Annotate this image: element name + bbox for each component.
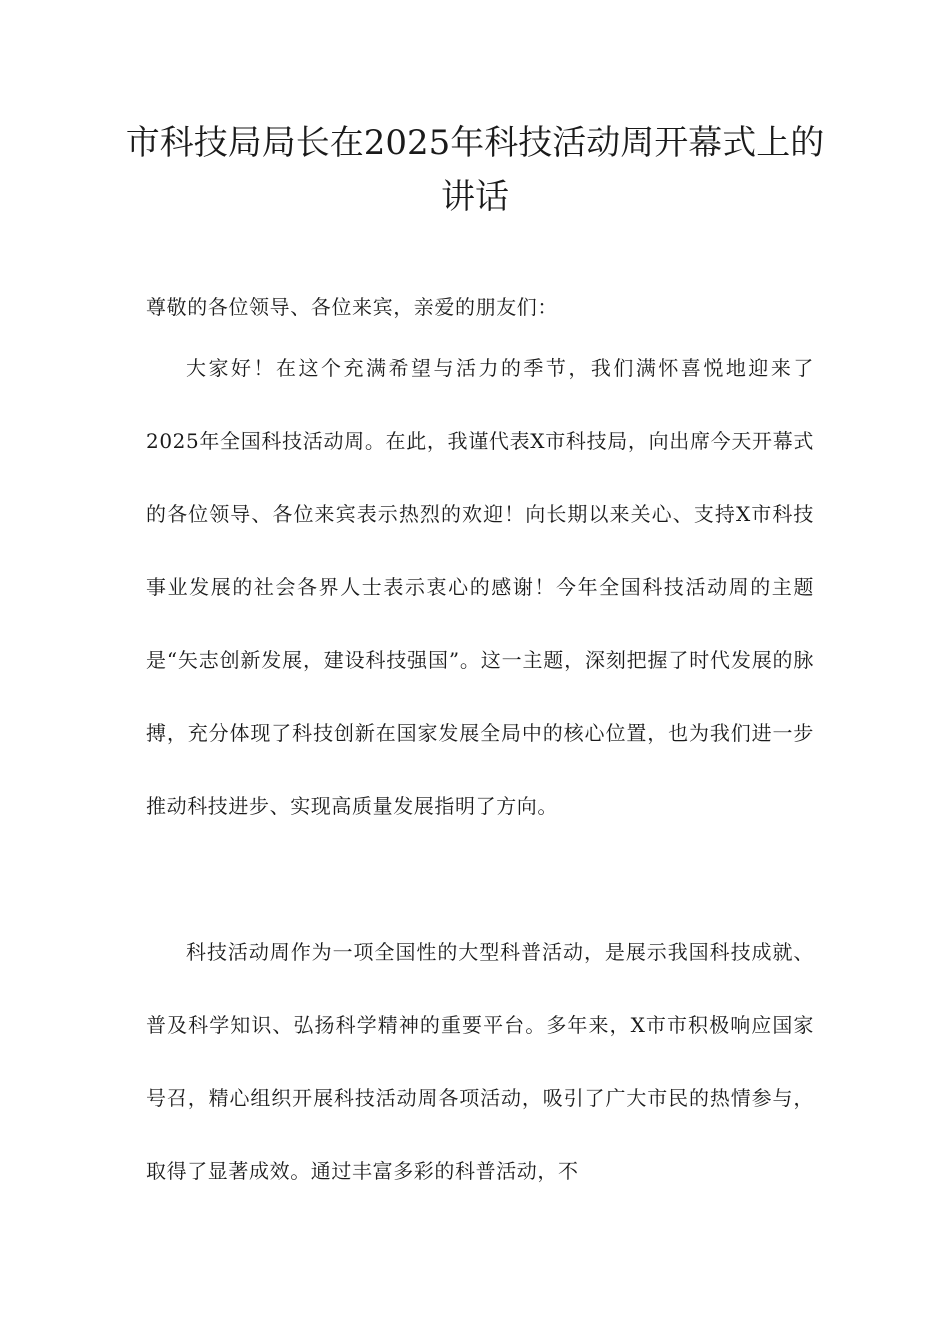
paragraph-2: 科技活动周作为一项全国性的大型科普活动，是展示我国科技成就、普及科学知识、弘扬科学精神的重要平台。多年来，X市市积极响应国家号召，精心组织开展科技活动周各项活动，吸引了广大市民的热情参与，取得了显著成效。通过丰富多彩的科普活动，不 bbox=[146, 940, 814, 1183]
paragraph-1: 大家好！在这个充满希望与活力的季节，我们满怀喜悦地迎来了2025年全国科技活动周。在此，我谨代表X市科技局，向出席今天开幕式的各位领导、各位来宾表示热烈的欢迎！向长期以来关心、支持X市科技事业发展的社会各界人士表示衷心的感谢！今年全国科技活动周的主题是“矢志创新发展，建设科技强国”。这一主题，深刻把握了时代发展的脉搏，充分体现了科技创新在国家发展全局中的核心位置，也为我们进一步推动科技进步、实现高质量发展指明了方向。 bbox=[146, 356, 814, 818]
greeting-line: 尊敬的各位领导、各位来宾，亲爱的朋友们： bbox=[146, 295, 558, 319]
document-title: 市科技局局长在2025年科技活动周开幕式上的讲话 bbox=[125, 123, 825, 217]
